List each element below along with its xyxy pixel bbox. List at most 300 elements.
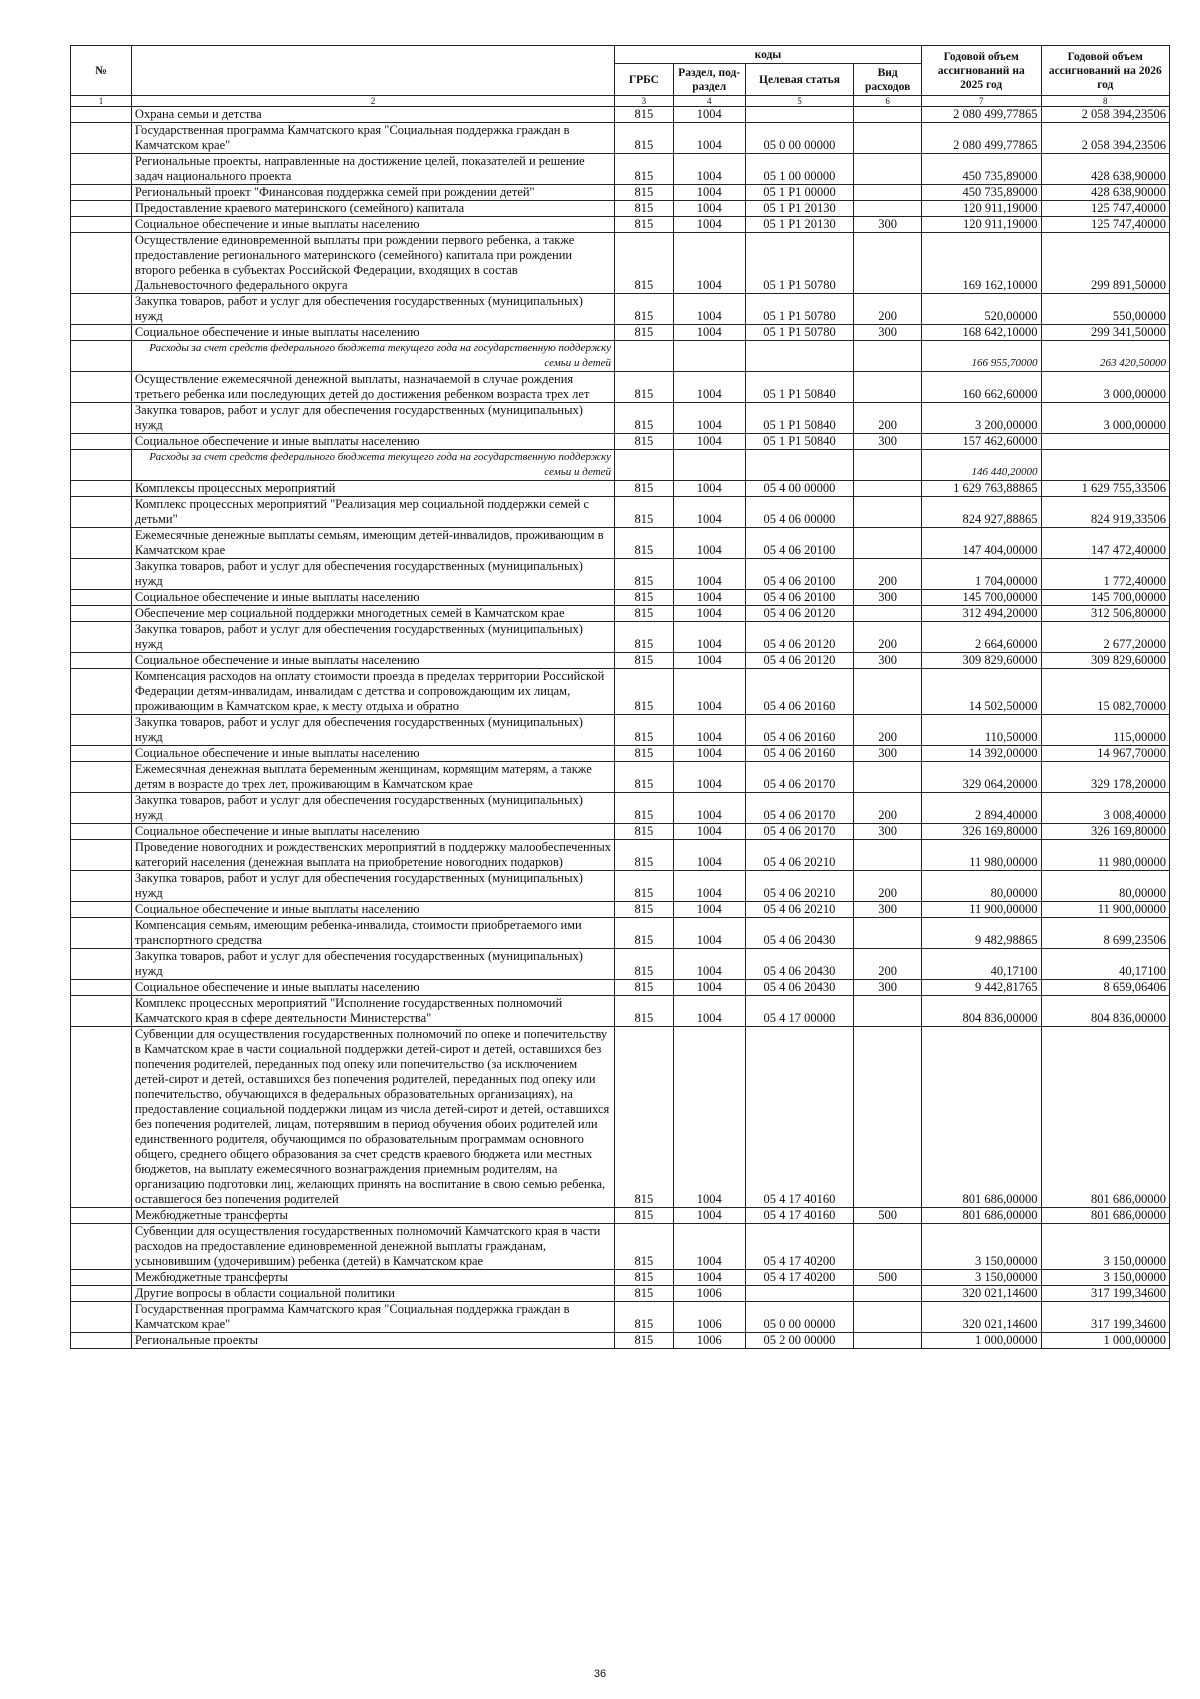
cell-target: 05 4 00 00000 <box>745 481 854 497</box>
table-row <box>71 715 1170 746</box>
cell-amount-2026: 299 341,50000 <box>1041 325 1169 341</box>
cell-grbs: 815 <box>615 233 674 294</box>
cell-name: Охрана семьи и детства <box>131 107 614 123</box>
cell-target: 05 4 06 20120 <box>745 622 854 653</box>
cell-name: Социальное обеспечение и иные выплаты населению <box>131 590 614 606</box>
cell-amount-2025: 146 440,20000 <box>921 450 1041 481</box>
table-row <box>71 528 1170 559</box>
table-row <box>71 590 1170 606</box>
cell-amount-2025: 320 021,14600 <box>921 1302 1041 1333</box>
cell-vid: 300 <box>854 902 921 918</box>
cell-section: 1004 <box>673 949 745 980</box>
cell-vid: 200 <box>854 949 921 980</box>
table-row <box>71 123 1170 154</box>
cell-target: 05 4 06 20210 <box>745 902 854 918</box>
cell-amount-2026: 15 082,70000 <box>1041 669 1169 715</box>
cell-target: 05 4 06 20430 <box>745 980 854 996</box>
cell-vid <box>854 107 921 123</box>
cell-target: 05 1 Р1 20130 <box>745 201 854 217</box>
cell-grbs: 815 <box>615 762 674 793</box>
cell-amount-2026: 2 677,20000 <box>1041 622 1169 653</box>
cell-grbs: 815 <box>615 1302 674 1333</box>
cell-amount-2026: 309 829,60000 <box>1041 653 1169 669</box>
cell-vid: 500 <box>854 1208 921 1224</box>
cell-num <box>71 715 132 746</box>
table-row <box>71 746 1170 762</box>
cell-target: 05 4 17 40200 <box>745 1270 854 1286</box>
cell-amount-2026: 326 169,80000 <box>1041 824 1169 840</box>
cell-amount-2025: 3 150,00000 <box>921 1270 1041 1286</box>
cell-section: 1004 <box>673 372 745 403</box>
cell-amount-2025: 2 080 499,77865 <box>921 123 1041 154</box>
cell-name: Комплекс процессных мероприятий "Реализация мер социальной поддержки семей с детьми" <box>131 497 614 528</box>
table-row <box>71 1302 1170 1333</box>
cell-name: Субвенции для осуществления государственных полномочий Камчатского края в части расходов на предоставление единовременной денежной выплаты гражданам, усыновившим (удочерившим) ребенка (детей) в Камчатском крае <box>131 1224 614 1270</box>
cell-section: 1004 <box>673 528 745 559</box>
cell-name: Социальное обеспечение и иные выплаты населению <box>131 217 614 233</box>
cell-amount-2026: 125 747,40000 <box>1041 201 1169 217</box>
cell-section: 1004 <box>673 902 745 918</box>
table-row <box>71 840 1170 871</box>
cell-grbs: 815 <box>615 481 674 497</box>
cell-target: 05 4 06 20170 <box>745 824 854 840</box>
cell-grbs: 815 <box>615 918 674 949</box>
cell-target: 05 4 06 20430 <box>745 949 854 980</box>
cell-section: 1004 <box>673 669 745 715</box>
cell-grbs: 815 <box>615 980 674 996</box>
cell-amount-2025: 450 735,89000 <box>921 185 1041 201</box>
cell-num <box>71 606 132 622</box>
cell-name: Субвенции для осуществления государственных полномочий по опеке и попечительству в Камчатском крае в части социальной поддержки детей-сирот и детей, оставшихся без попечения родителей, переданных под опеку или попечительство (за исключением детей-сирот и детей, оставшихся без попечения родителей, переданных под опеку или попечительство, обучающихся в федеральных образовательных организациях), на предоставление социальной поддержки лицам из числа детей-сирот и детей, оставшихся без попечения родителей, лицам, потерявшим в период обучения обоих родителей или единственного родителя, обучающимся по образовательным программам основного общего, среднего общего образования за счет средств краевого бюджета или местных бюджетов, на выплату ежемесячного вознаграждения приемным родителям, на организацию подготовки лиц, желающих принять на воспитание в свою семью ребенка, оставшегося без попечения родителей <box>131 1027 614 1208</box>
cell-name: Региональный проект "Финансовая поддержка семей при рождении детей" <box>131 185 614 201</box>
cell-vid <box>854 481 921 497</box>
cell-vid: 200 <box>854 559 921 590</box>
cell-amount-2026 <box>1041 434 1169 450</box>
cell-amount-2025: 326 169,80000 <box>921 824 1041 840</box>
cell-num <box>71 793 132 824</box>
cell-target: 05 4 17 40160 <box>745 1208 854 1224</box>
cell-amount-2025: 2 894,40000 <box>921 793 1041 824</box>
cell-num <box>71 528 132 559</box>
cell-vid <box>854 762 921 793</box>
cell-section: 1004 <box>673 653 745 669</box>
cell-num <box>71 107 132 123</box>
cell-num <box>71 325 132 341</box>
cell-amount-2026: 3 000,00000 <box>1041 403 1169 434</box>
cell-vid <box>854 201 921 217</box>
cell-section: 1004 <box>673 1027 745 1208</box>
table-row <box>71 1270 1170 1286</box>
cell-amount-2026: 329 178,20000 <box>1041 762 1169 793</box>
cell-grbs: 815 <box>615 715 674 746</box>
cell-amount-2026: 428 638,90000 <box>1041 154 1169 185</box>
column-number: 7 <box>921 96 1041 107</box>
cell-num <box>71 1224 132 1270</box>
cell-name: Социальное обеспечение и иные выплаты населению <box>131 824 614 840</box>
cell-target: 05 1 Р1 50840 <box>745 403 854 434</box>
cell-num <box>71 341 132 372</box>
cell-amount-2026: 317 199,34600 <box>1041 1302 1169 1333</box>
cell-vid <box>854 918 921 949</box>
table-row <box>71 107 1170 123</box>
cell-amount-2025: 804 836,00000 <box>921 996 1041 1027</box>
cell-target: 05 1 Р1 00000 <box>745 185 854 201</box>
cell-num <box>71 403 132 434</box>
cell-amount-2026 <box>1041 450 1169 481</box>
cell-amount-2025: 157 462,60000 <box>921 434 1041 450</box>
table-row <box>71 669 1170 715</box>
cell-target: 05 1 Р1 50780 <box>745 294 854 325</box>
cell-target: 05 1 00 00000 <box>745 154 854 185</box>
cell-num <box>71 201 132 217</box>
cell-num <box>71 217 132 233</box>
cell-target: 05 1 Р1 50840 <box>745 434 854 450</box>
cell-vid: 300 <box>854 434 921 450</box>
cell-grbs: 815 <box>615 201 674 217</box>
cell-grbs: 815 <box>615 653 674 669</box>
cell-name: Комплексы процессных мероприятий <box>131 481 614 497</box>
cell-amount-2026: 801 686,00000 <box>1041 1027 1169 1208</box>
cell-target: 05 0 00 00000 <box>745 1302 854 1333</box>
cell-num <box>71 871 132 902</box>
cell-target: 05 1 Р1 50780 <box>745 233 854 294</box>
cell-name: Региональные проекты <box>131 1333 614 1349</box>
header-2026: Годовой объем ассигнований на 2026 год <box>1041 46 1169 96</box>
cell-amount-2026: 3 150,00000 <box>1041 1270 1169 1286</box>
cell-amount-2026: 1 629 755,33506 <box>1041 481 1169 497</box>
cell-target: 05 4 06 20120 <box>745 606 854 622</box>
cell-target <box>745 450 854 481</box>
table-row <box>71 372 1170 403</box>
cell-amount-2025: 450 735,89000 <box>921 154 1041 185</box>
cell-num <box>71 185 132 201</box>
cell-amount-2026: 11 900,00000 <box>1041 902 1169 918</box>
table-row <box>71 403 1170 434</box>
table-row <box>71 481 1170 497</box>
cell-vid <box>854 1302 921 1333</box>
table-row <box>71 1224 1170 1270</box>
cell-target: 05 1 Р1 20130 <box>745 217 854 233</box>
table-row <box>71 762 1170 793</box>
table-body <box>71 107 1170 1349</box>
cell-num <box>71 840 132 871</box>
cell-num <box>71 918 132 949</box>
table-row <box>71 1027 1170 1208</box>
cell-vid <box>854 450 921 481</box>
cell-vid: 300 <box>854 217 921 233</box>
cell-target: 05 4 06 20430 <box>745 918 854 949</box>
cell-grbs: 815 <box>615 746 674 762</box>
header-num: № <box>71 46 132 96</box>
column-number-row <box>71 96 1170 107</box>
table-row <box>71 559 1170 590</box>
cell-section: 1004 <box>673 980 745 996</box>
cell-name: Региональные проекты, направленные на достижение целей, показателей и решение задач национального проекта <box>131 154 614 185</box>
cell-name: Государственная программа Камчатского края "Социальная поддержка граждан в Камчатском крае" <box>131 123 614 154</box>
cell-amount-2026: 8 659,06406 <box>1041 980 1169 996</box>
cell-num <box>71 996 132 1027</box>
cell-section: 1004 <box>673 793 745 824</box>
cell-section: 1004 <box>673 762 745 793</box>
cell-amount-2025: 801 686,00000 <box>921 1208 1041 1224</box>
cell-vid <box>854 1286 921 1302</box>
cell-target: 05 4 06 20160 <box>745 746 854 762</box>
table-row-note <box>71 450 1170 481</box>
cell-section: 1004 <box>673 325 745 341</box>
cell-grbs: 815 <box>615 1286 674 1302</box>
cell-amount-2026: 11 980,00000 <box>1041 840 1169 871</box>
column-number: 1 <box>71 96 132 107</box>
table-row <box>71 824 1170 840</box>
table-row <box>71 185 1170 201</box>
cell-name: Закупка товаров, работ и услуг для обеспечения государственных (муниципальных) нужд <box>131 949 614 980</box>
cell-grbs <box>615 450 674 481</box>
cell-num <box>71 1270 132 1286</box>
cell-num <box>71 1286 132 1302</box>
cell-vid: 200 <box>854 294 921 325</box>
cell-name: Социальное обеспечение и иные выплаты населению <box>131 653 614 669</box>
cell-name: Социальное обеспечение и иные выплаты населению <box>131 980 614 996</box>
cell-amount-2026: 801 686,00000 <box>1041 1208 1169 1224</box>
cell-vid <box>854 341 921 372</box>
cell-target: 05 4 17 40160 <box>745 1027 854 1208</box>
cell-section: 1004 <box>673 715 745 746</box>
cell-num <box>71 450 132 481</box>
table-row <box>71 1208 1170 1224</box>
cell-amount-2026: 145 700,00000 <box>1041 590 1169 606</box>
cell-amount-2025: 120 911,19000 <box>921 217 1041 233</box>
cell-num <box>71 622 132 653</box>
cell-target: 05 4 06 00000 <box>745 497 854 528</box>
cell-grbs: 815 <box>615 294 674 325</box>
cell-section: 1004 <box>673 403 745 434</box>
cell-section: 1004 <box>673 233 745 294</box>
cell-num <box>71 123 132 154</box>
cell-grbs: 815 <box>615 606 674 622</box>
cell-target: 05 4 06 20100 <box>745 559 854 590</box>
cell-amount-2026: 2 058 394,23506 <box>1041 107 1169 123</box>
cell-amount-2025: 11 980,00000 <box>921 840 1041 871</box>
cell-amount-2026: 3 008,40000 <box>1041 793 1169 824</box>
cell-amount-2026: 2 058 394,23506 <box>1041 123 1169 154</box>
cell-amount-2025: 168 642,10000 <box>921 325 1041 341</box>
cell-vid: 200 <box>854 871 921 902</box>
cell-name: Осуществление ежемесячной денежной выплаты, назначаемой в случае рождения третьего ребенка или последующих детей до достижения ребенком возраста трех лет <box>131 372 614 403</box>
cell-vid <box>854 497 921 528</box>
table-row <box>71 980 1170 996</box>
cell-target: 05 1 Р1 50840 <box>745 372 854 403</box>
cell-vid: 300 <box>854 824 921 840</box>
cell-num <box>71 949 132 980</box>
column-number: 6 <box>854 96 921 107</box>
cell-section: 1004 <box>673 1208 745 1224</box>
table-row <box>71 294 1170 325</box>
cell-vid: 200 <box>854 403 921 434</box>
cell-name: Ежемесячная денежная выплата беременным женщинам, кормящим матерям, а также детям в возрасте до трех лет, проживающим в Камчатском крае <box>131 762 614 793</box>
cell-grbs: 815 <box>615 996 674 1027</box>
cell-grbs: 815 <box>615 1224 674 1270</box>
cell-vid <box>854 996 921 1027</box>
cell-num <box>71 559 132 590</box>
cell-num <box>71 980 132 996</box>
cell-target: 05 0 00 00000 <box>745 123 854 154</box>
cell-amount-2026: 125 747,40000 <box>1041 217 1169 233</box>
cell-amount-2025: 320 021,14600 <box>921 1286 1041 1302</box>
cell-amount-2026: 263 420,50000 <box>1041 341 1169 372</box>
cell-target: 05 4 17 00000 <box>745 996 854 1027</box>
cell-section: 1004 <box>673 294 745 325</box>
cell-name: Ежемесячные денежные выплаты семьям, имеющим детей-инвалидов, проживающим в Камчатском крае <box>131 528 614 559</box>
cell-grbs: 815 <box>615 217 674 233</box>
cell-amount-2026: 1 000,00000 <box>1041 1333 1169 1349</box>
cell-target: 05 2 00 00000 <box>745 1333 854 1349</box>
cell-grbs: 815 <box>615 403 674 434</box>
cell-section: 1004 <box>673 481 745 497</box>
cell-num <box>71 434 132 450</box>
cell-grbs: 815 <box>615 622 674 653</box>
cell-grbs: 815 <box>615 669 674 715</box>
cell-amount-2025: 824 927,88865 <box>921 497 1041 528</box>
cell-num <box>71 590 132 606</box>
cell-amount-2026: 317 199,34600 <box>1041 1286 1169 1302</box>
cell-grbs: 815 <box>615 1208 674 1224</box>
cell-name: Закупка товаров, работ и услуг для обеспечения государственных (муниципальных) нужд <box>131 622 614 653</box>
cell-amount-2026: 3 000,00000 <box>1041 372 1169 403</box>
cell-section: 1004 <box>673 606 745 622</box>
page-number: 36 <box>593 1668 607 1680</box>
cell-grbs: 815 <box>615 154 674 185</box>
cell-name: Комплекс процессных мероприятий "Исполнение государственных полномочий Камчатского края в сфере деятельности Министерства" <box>131 996 614 1027</box>
cell-amount-2025: 147 404,00000 <box>921 528 1041 559</box>
cell-section: 1004 <box>673 497 745 528</box>
cell-amount-2026: 1 772,40000 <box>1041 559 1169 590</box>
cell-grbs: 815 <box>615 871 674 902</box>
cell-section: 1004 <box>673 434 745 450</box>
cell-grbs: 815 <box>615 840 674 871</box>
cell-vid: 200 <box>854 622 921 653</box>
cell-amount-2025: 3 150,00000 <box>921 1224 1041 1270</box>
table-row <box>71 201 1170 217</box>
cell-name: Расходы за счет средств федерального бюджета текущего года на государственную поддержку семьи и детей <box>131 341 614 372</box>
table-row <box>71 154 1170 185</box>
cell-target <box>745 1286 854 1302</box>
cell-grbs: 815 <box>615 372 674 403</box>
cell-section: 1004 <box>673 1224 745 1270</box>
cell-num <box>71 154 132 185</box>
table-row <box>71 622 1170 653</box>
cell-grbs: 815 <box>615 902 674 918</box>
cell-name: Осуществление единовременной выплаты при рождении первого ребенка, а также предоставление регионального материнского (семейного) капитала при рождении второго ребенка в субъектах Российской Федерации, входящих в состав Дальневосточного федерального округа <box>131 233 614 294</box>
cell-name: Закупка товаров, работ и услуг для обеспечения государственных (муниципальных) нужд <box>131 559 614 590</box>
cell-amount-2025: 2 664,60000 <box>921 622 1041 653</box>
cell-section: 1004 <box>673 559 745 590</box>
cell-name: Социальное обеспечение и иные выплаты населению <box>131 902 614 918</box>
cell-grbs: 815 <box>615 528 674 559</box>
cell-grbs: 815 <box>615 497 674 528</box>
cell-amount-2026: 8 699,23506 <box>1041 918 1169 949</box>
table-row <box>71 653 1170 669</box>
cell-num <box>71 497 132 528</box>
cell-section: 1004 <box>673 871 745 902</box>
cell-vid: 300 <box>854 590 921 606</box>
cell-section: 1006 <box>673 1286 745 1302</box>
cell-num <box>71 481 132 497</box>
cell-amount-2025: 40,17100 <box>921 949 1041 980</box>
cell-amount-2025: 169 162,10000 <box>921 233 1041 294</box>
cell-section: 1004 <box>673 201 745 217</box>
cell-target: 05 4 06 20170 <box>745 793 854 824</box>
header-grbs: ГРБС <box>615 64 674 96</box>
cell-target: 05 4 06 20100 <box>745 590 854 606</box>
cell-section: 1004 <box>673 622 745 653</box>
cell-name: Закупка товаров, работ и услуг для обеспечения государственных (муниципальных) нужд <box>131 294 614 325</box>
cell-grbs: 815 <box>615 1333 674 1349</box>
cell-name: Закупка товаров, работ и услуг для обеспечения государственных (муниципальных) нужд <box>131 715 614 746</box>
cell-vid <box>854 185 921 201</box>
cell-target <box>745 107 854 123</box>
cell-num <box>71 294 132 325</box>
cell-name: Другие вопросы в области социальной политики <box>131 1286 614 1302</box>
cell-section <box>673 450 745 481</box>
cell-section: 1004 <box>673 107 745 123</box>
table-row <box>71 871 1170 902</box>
cell-section: 1006 <box>673 1333 745 1349</box>
cell-amount-2026: 824 919,33506 <box>1041 497 1169 528</box>
cell-vid <box>854 528 921 559</box>
table-row <box>71 949 1170 980</box>
cell-amount-2026: 115,00000 <box>1041 715 1169 746</box>
cell-section: 1004 <box>673 840 745 871</box>
cell-vid: 200 <box>854 715 921 746</box>
cell-grbs: 815 <box>615 434 674 450</box>
cell-target <box>745 341 854 372</box>
cell-name: Социальное обеспечение и иные выплаты населению <box>131 746 614 762</box>
cell-amount-2025: 110,50000 <box>921 715 1041 746</box>
cell-vid <box>854 123 921 154</box>
table-row <box>71 793 1170 824</box>
cell-section <box>673 341 745 372</box>
cell-amount-2026: 804 836,00000 <box>1041 996 1169 1027</box>
cell-name: Межбюджетные трансферты <box>131 1270 614 1286</box>
header-target: Целевая статья <box>745 64 854 96</box>
cell-amount-2025: 329 064,20000 <box>921 762 1041 793</box>
cell-amount-2025: 9 442,81765 <box>921 980 1041 996</box>
cell-vid <box>854 669 921 715</box>
cell-amount-2026: 80,00000 <box>1041 871 1169 902</box>
cell-num <box>71 233 132 294</box>
cell-grbs: 815 <box>615 793 674 824</box>
cell-target: 05 4 06 20100 <box>745 528 854 559</box>
column-number: 8 <box>1041 96 1169 107</box>
table-row <box>71 606 1170 622</box>
cell-amount-2025: 14 392,00000 <box>921 746 1041 762</box>
cell-vid: 300 <box>854 325 921 341</box>
table-row <box>71 1333 1170 1349</box>
cell-amount-2025: 145 700,00000 <box>921 590 1041 606</box>
cell-num <box>71 824 132 840</box>
cell-vid <box>854 1333 921 1349</box>
header-section: Раздел, под-раздел <box>673 64 745 96</box>
cell-grbs: 815 <box>615 559 674 590</box>
cell-name: Обеспечение мер социальной поддержки многодетных семей в Камчатском крае <box>131 606 614 622</box>
cell-amount-2025: 1 629 763,88865 <box>921 481 1041 497</box>
cell-amount-2026: 14 967,70000 <box>1041 746 1169 762</box>
cell-target: 05 4 06 20210 <box>745 840 854 871</box>
cell-amount-2025: 3 200,00000 <box>921 403 1041 434</box>
cell-grbs: 815 <box>615 185 674 201</box>
column-number: 3 <box>615 96 674 107</box>
table-row <box>71 918 1170 949</box>
